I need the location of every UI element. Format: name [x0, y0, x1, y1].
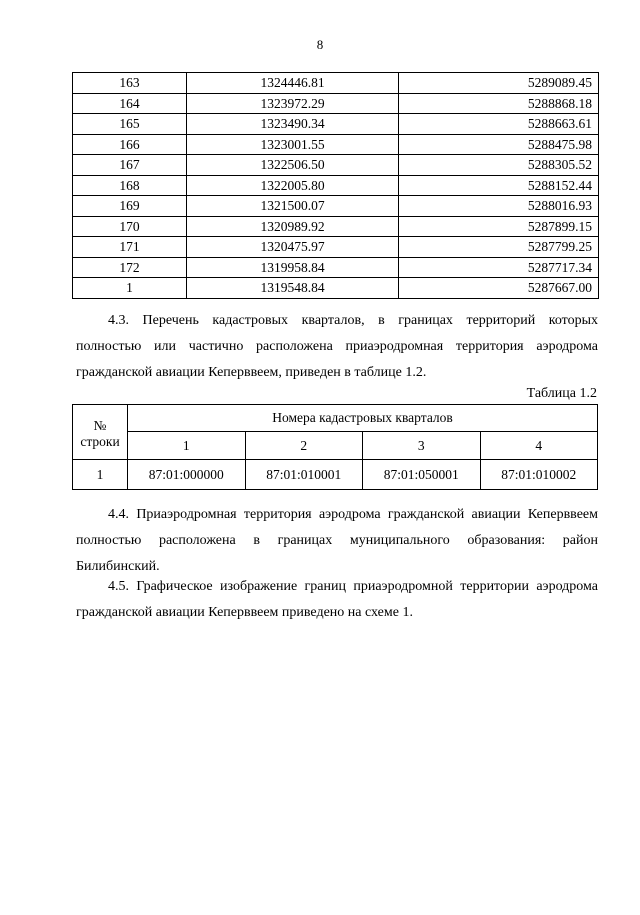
section-4-4	[76, 502, 598, 580]
point-number: 1	[73, 278, 187, 299]
x-coordinate: 1320475.97	[187, 237, 399, 258]
y-coordinate: 5288868.18	[399, 93, 599, 114]
coordinates-table	[72, 72, 599, 299]
column-number: 3	[363, 432, 481, 460]
y-coordinate: 5289089.45	[399, 73, 599, 94]
section-4-5	[76, 574, 598, 626]
row-number: 1	[73, 460, 128, 490]
y-coordinate: 5287899.15	[399, 216, 599, 237]
coordinates-table-row	[73, 257, 599, 278]
y-coordinate: 5288152.44	[399, 175, 599, 196]
x-coordinate: 1319548.84	[187, 278, 399, 299]
section-4-5-line-2: гражданской авиации Кеперввеем приведено на схеме 1.	[76, 605, 413, 620]
point-number: 164	[73, 93, 187, 114]
point-number: 168	[73, 175, 187, 196]
point-number: 165	[73, 114, 187, 135]
point-number: 166	[73, 134, 187, 155]
y-coordinate: 5287717.34	[399, 257, 599, 278]
y-coordinate: 5288016.93	[399, 196, 599, 217]
y-coordinate: 5288663.61	[399, 114, 599, 135]
point-number: 171	[73, 237, 187, 258]
section-4-3-line-3: гражданской авиации Кеперввеем, приведен в таблице 1.2.	[76, 365, 427, 380]
table-1-2-caption: Таблица 1.2	[526, 386, 597, 401]
x-coordinate: 1323001.55	[187, 134, 399, 155]
coordinates-table-row	[73, 237, 599, 258]
point-number: 169	[73, 196, 187, 217]
point-number: 172	[73, 257, 187, 278]
y-coordinate: 5287799.25	[399, 237, 599, 258]
coordinates-table-row	[73, 216, 599, 237]
column-number: 4	[480, 432, 598, 460]
point-number: 167	[73, 155, 187, 176]
section-4-4-line-3: Билибинский.	[76, 559, 160, 574]
x-coordinate: 1319958.84	[187, 257, 399, 278]
x-coordinate: 1322506.50	[187, 155, 399, 176]
coordinates-table-row	[73, 93, 599, 114]
x-coordinate: 1322005.80	[187, 175, 399, 196]
x-coordinate: 1321500.07	[187, 196, 399, 217]
cadastral-table-row	[73, 460, 598, 490]
row-number-header: № строки	[73, 405, 128, 460]
point-number: 163	[73, 73, 187, 94]
coordinates-table-row	[73, 175, 599, 196]
cadastral-quarter-number: 87:01:010002	[480, 460, 598, 490]
cadastral-quarters-table	[72, 404, 598, 490]
coordinates-table-row	[73, 196, 599, 217]
section-4-4-line-2: полностью расположена в границах муниципального образования: район	[76, 533, 598, 548]
cadastral-quarter-number: 87:01:050001	[363, 460, 481, 490]
x-coordinate: 1320989.92	[187, 216, 399, 237]
coordinates-table-row	[73, 114, 599, 135]
y-coordinate: 5288475.98	[399, 134, 599, 155]
y-coordinate: 5288305.52	[399, 155, 599, 176]
page-number: 8	[316, 37, 324, 52]
point-number: 170	[73, 216, 187, 237]
cadastral-main-header: Номера кадастровых кварталов	[128, 405, 598, 432]
x-coordinate: 1323490.34	[187, 114, 399, 135]
cadastral-quarter-number: 87:01:000000	[128, 460, 246, 490]
coordinates-table-row	[73, 155, 599, 176]
column-number: 1	[128, 432, 246, 460]
section-4-3-line-1: 4.3. Перечень кадастровых кварталов, в границах территорий которых	[108, 313, 598, 328]
cadastral-table-column-numbers	[73, 432, 598, 460]
cadastral-quarter-number: 87:01:010001	[245, 460, 363, 490]
cadastral-table-header-row	[73, 405, 598, 432]
coordinates-table-row	[73, 73, 599, 94]
coordinates-table-body	[73, 73, 599, 299]
coordinates-table-row	[73, 134, 599, 155]
column-number: 2	[245, 432, 363, 460]
section-4-3	[76, 308, 598, 386]
section-4-4-line-1: 4.4. Приаэродромная территория аэродрома гражданской авиации Кеперввеем	[108, 507, 598, 522]
section-4-3-line-2: полностью или частично расположена приаэродромная территория аэродрома	[76, 339, 598, 354]
x-coordinate: 1323972.29	[187, 93, 399, 114]
section-4-5-line-1: 4.5. Графическое изображение границ приаэродромной территории аэродрома	[108, 579, 598, 594]
x-coordinate: 1324446.81	[187, 73, 399, 94]
coordinates-table-row	[73, 278, 599, 299]
y-coordinate: 5287667.00	[399, 278, 599, 299]
